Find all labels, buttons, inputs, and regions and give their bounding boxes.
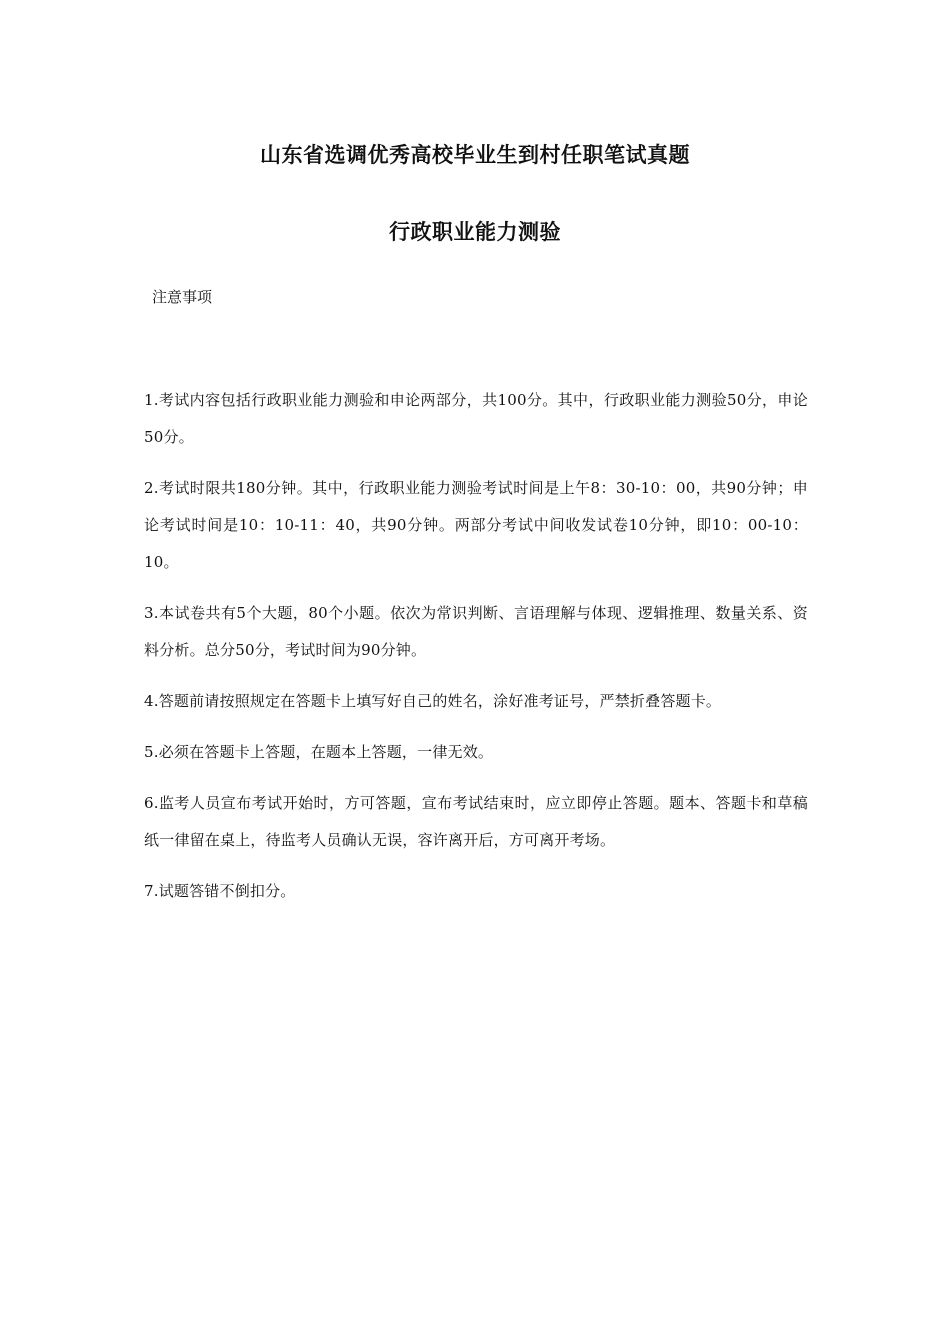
notice-item-2: 2.考试时限共180分钟。其中，行政职业能力测验考试时间是上午8：30-10：00，共90分钟；申论考试时间是10：10-11：40，共90分钟。两部分考试中间收发试卷10分钟，即10：00-10：10。 <box>144 479 808 571</box>
notice-heading: 注意事项 <box>152 288 213 306</box>
notice-item-7: 7.试题答错不倒扣分。 <box>144 882 296 900</box>
document-title: 山东省选调优秀高校毕业生到村任职笔试真题 <box>260 142 690 167</box>
notice-item-5: 5.必须在答题卡上答题，在题本上答题，一律无效。 <box>144 743 494 761</box>
document-subtitle: 行政职业能力测验 <box>389 219 561 244</box>
notice-item-1: 1.考试内容包括行政职业能力测验和申论两部分，共100分。其中，行政职业能力测验50分，申论50分。 <box>144 391 808 446</box>
notice-list <box>144 382 808 924</box>
notice-item-3: 3.本试卷共有5个大题，80个小题。依次为常识判断、言语理解与体现、逻辑推理、数量关系、资料分析。总分50分，考试时间为90分钟。 <box>144 604 808 659</box>
notice-item-4: 4.答题前请按照规定在答题卡上填写好自己的姓名，涂好准考证号，严禁折叠答题卡。 <box>144 692 722 710</box>
notice-item-6: 6.监考人员宣布考试开始时，方可答题，宣布考试结束时，应立即停止答题。题本、答题卡和草稿纸一律留在桌上，待监考人员确认无误，容许离开后，方可离开考场。 <box>144 794 808 849</box>
